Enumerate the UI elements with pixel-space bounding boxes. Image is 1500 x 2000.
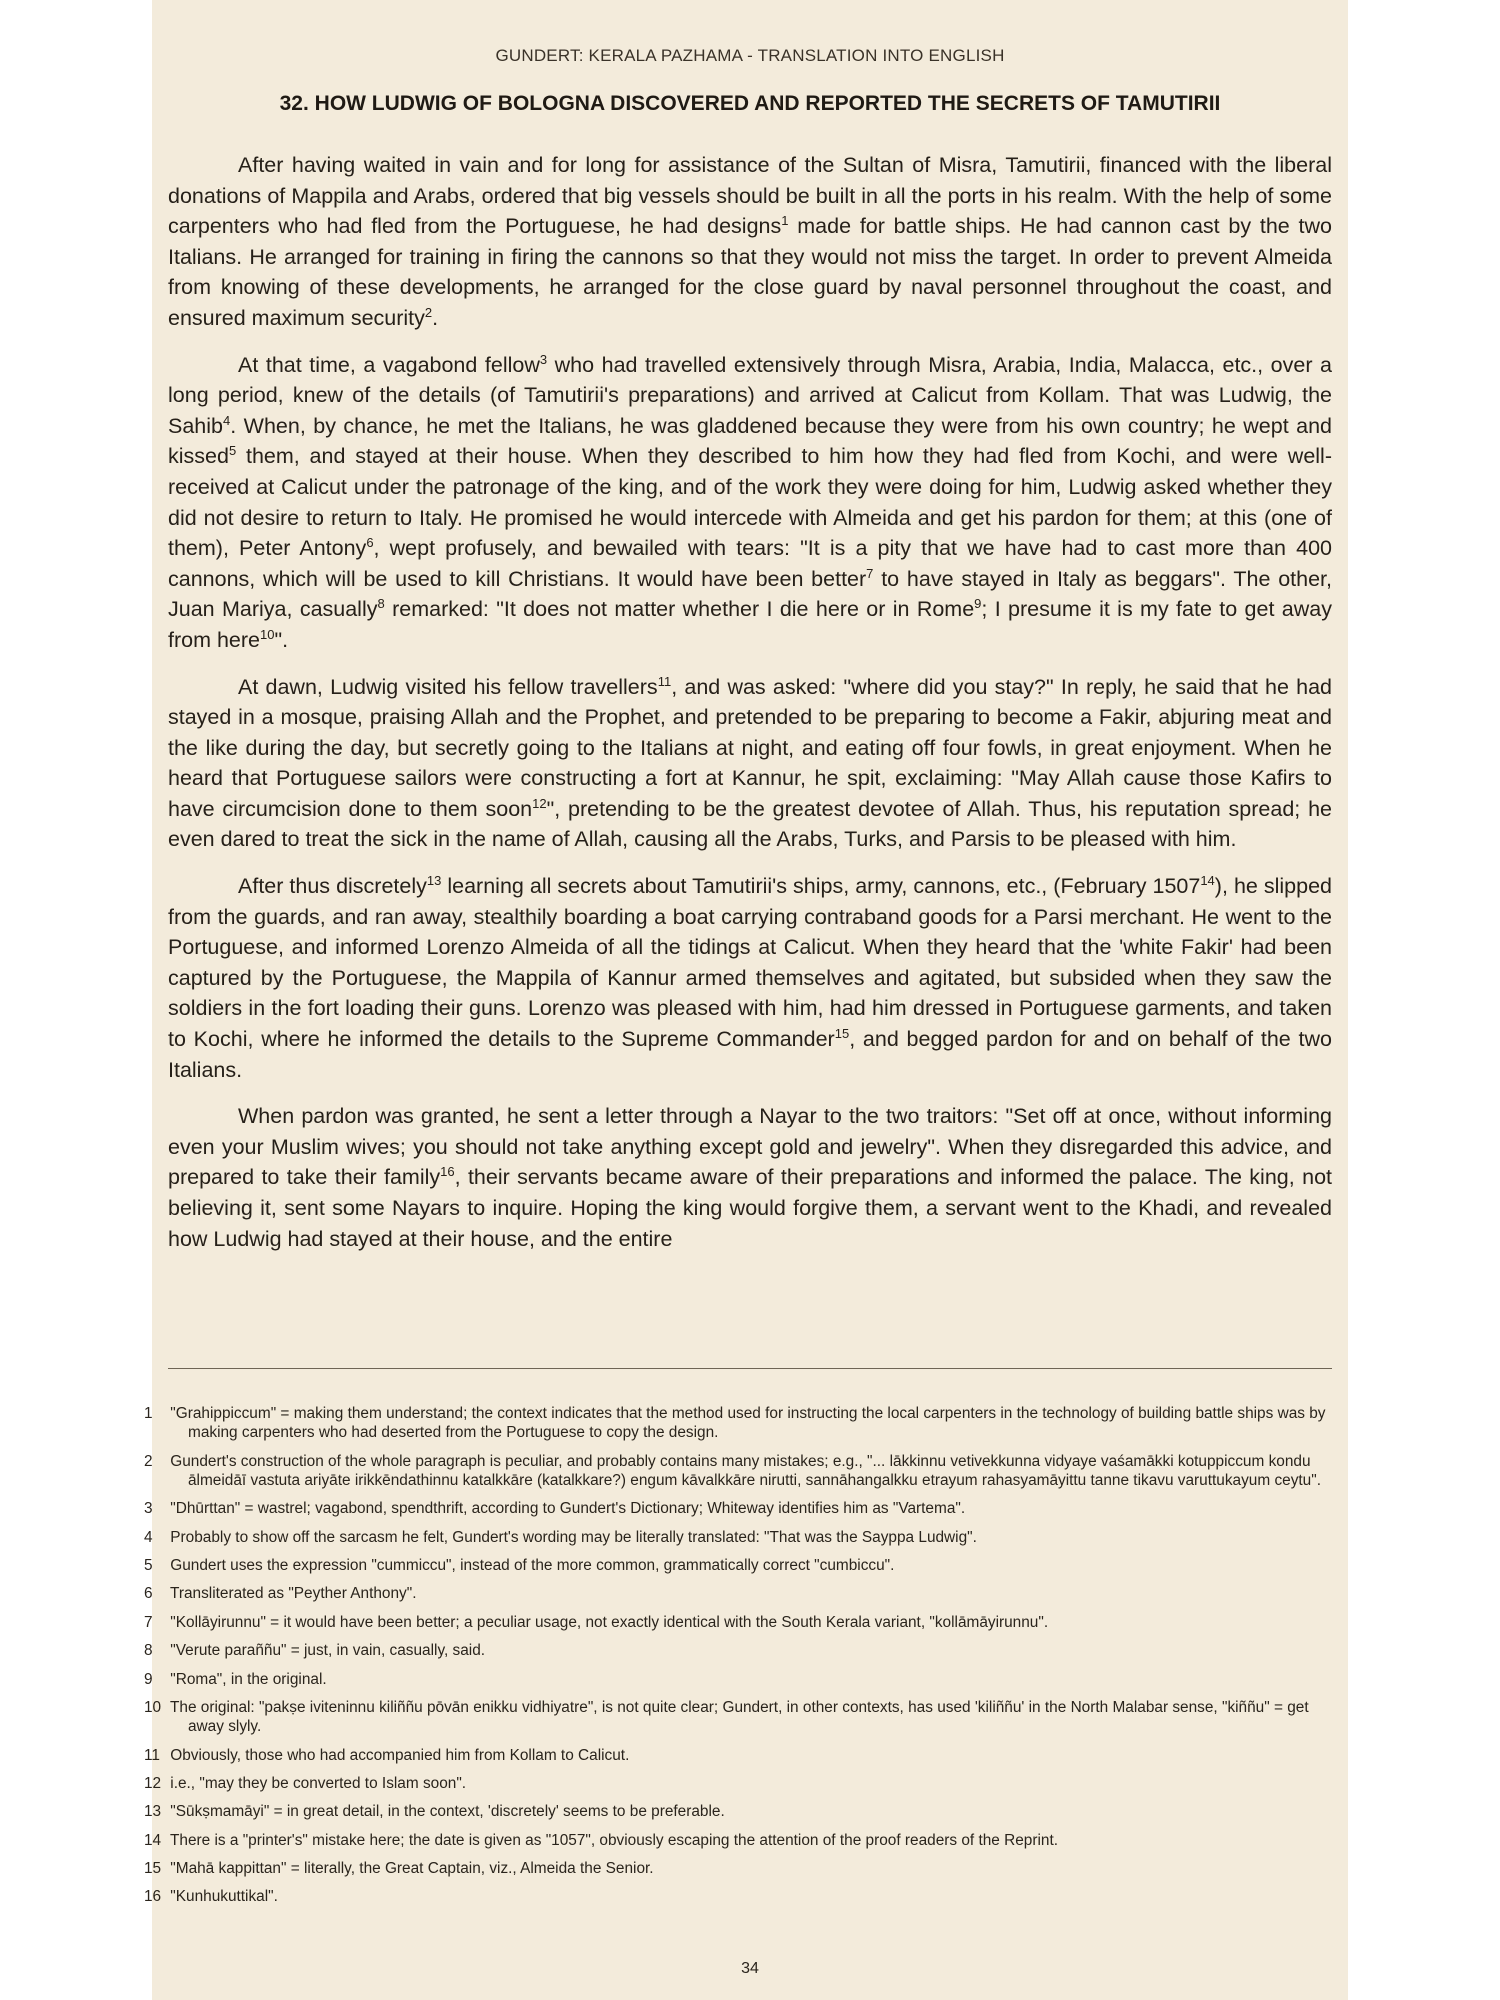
text-run: made for battle ships. He had cannon cast by the two Italians. He arranged for training in firing the cannons so that they would not miss the target. In order to prevent Almeida from knowing of these developments, he arranged for the close guard by naval personnel throughout the coast, and ensured maximum security: [168, 214, 1332, 330]
footnote: 13 "Sūkṣmamāyi" = in great detail, in the context, 'discretely' seems to be preferable.: [144, 1803, 725, 1821]
footnote-text: Gundert's construction of the whole paragraph is peculiar, and probably contains many mistakes; e.g., "... lākkinnu vetivekkunna vidyaye vaśamākki kotuppiccum kondu ālmeidāī vastuta ariyāte irikkēndathinnu katalkkāre (katalkkare?) engum kāvalkkāre nirutti, sannāhangalkku etrayum rahasyamāyittu tanne tikavu varuttukayum ceytu".: [170, 1452, 1321, 1489]
text-run: After thus discretely: [238, 874, 427, 899]
footnote-text: Probably to show off the sarcasm he felt, Gundert's wording may be literally translated: "That was the Sayppa Ludwig".: [170, 1528, 977, 1546]
footnote-text: Gundert uses the expression "cummiccu", instead of the more common, grammatically correct "cumbiccu".: [170, 1556, 895, 1574]
footnote-marker: 14: [1200, 872, 1215, 888]
footnote: 2 Gundert's construction of the whole paragraph is peculiar, and probably contains many mistakes; e.g., "... lākkinnu vetivekkunna vidyaye vaśamākki kotuppiccum kondu ālmeidāī vastuta ariyāte irikkēndathinnu katalkkāre (katalkkare?) engum kāvalkkāre nirutti, sannāhangalkku etrayum rahasyamāyittu tanne tikavu varuttukayum ceytu".: [144, 1452, 1321, 1489]
text-run: , and was asked: "where did you stay?" In reply, he said that he had stayed in a mosque, praising Allah and the Prophet, and pretended to be preparing to become a Fakir, abjuring meat and the like during the day, but secretly going to the Italians at night, and eating off four fowls, in great enjoyment. When he heard that Portuguese sailors were constructing a fort at Kannur, he spit, exclaiming: "May Allah cause those Kafirs to have circumcision done to them soon: [168, 674, 1332, 821]
text-run: them, and stayed at their house. When they described to him how they had fled from Kochi, and were well-received at Calicut under the patronage of the king, and of the work they were doing for him, Ludwig asked whether they did not desire to return to Italy. He promised he would intercede with Almeida and get his pardon for them; at this (one of them), Peter Antony: [168, 444, 1332, 561]
page-number: 34: [741, 1960, 759, 1977]
footnote-text: "Verute paraññu" = just, in vain, casually, said.: [170, 1642, 486, 1660]
footnote-text: "Mahā kappittan" = literally, the Great Captain, viz., Almeida the Senior.: [170, 1860, 654, 1878]
body-text: [168, 150, 1332, 1270]
footnote-marker: 15: [834, 1025, 850, 1041]
footnote-text: The original: "pakṣe iviteninnu kiliññu pōvān enikku vidhiyatre", is not quite clear; Gundert, in other contexts, has used 'kiliññu' in the North Malabar sense, "kiññu" = get away slyly.: [170, 1698, 1309, 1736]
footnote-text: "Dhūrttan" = wastrel; vagabond, spendthrift, according to Gundert's Dictionary; Whiteway identifies him as "Vartema".: [170, 1500, 966, 1518]
footnote-text: "Sūkṣmamāyi" = in great detail, in the context, 'discretely' seems to be preferable.: [170, 1803, 725, 1821]
footnote-marker: 3: [539, 351, 548, 367]
footnote-marker: 5: [228, 443, 237, 459]
footnote: 10 The original: "pakṣe iviteninnu kiliññu pōvān enikku vidhiyatre", is not quite clear; Gundert, in other contexts, has used 'kiliññu' in the North Malabar sense, "kiññu" = get away slyly.: [144, 1698, 1309, 1736]
footnote: 12 i.e., "may they be converted to Islam soon".: [144, 1774, 467, 1792]
text-run: ; I presume it is my fate to get away from here: [168, 597, 1332, 652]
footnote-text: "Kollāyirunnu" = it would have been better; a peculiar usage, not exactly identical with the South Kerala variant, "kollāmāyirunnu".: [170, 1613, 1049, 1631]
footnote-divider: [168, 1368, 1332, 1369]
footnote-marker: 7: [866, 565, 874, 581]
text-run: , and begged pardon for and on behalf of the two Italians.: [168, 1027, 1332, 1082]
book-page: [144, 0, 1348, 2000]
footnote-marker: 10: [260, 626, 275, 642]
footnote-text: Obviously, those who had accompanied him from Kollam to Calicut.: [170, 1746, 630, 1764]
footnote-text: "Kunhukuttikal".: [170, 1888, 278, 1906]
text-run: learning all secrets about Tamutirii's ships, army, cannons, etc., (February 1507: [441, 874, 1201, 899]
footnote: 6 Transliterated as "Peyther Anthony".: [144, 1585, 417, 1603]
text-run: After having waited in vain and for long for assistance of the Sultan of Misra, Tamutirii, financed with the liberal donations of Mappila and Arabs, ordered that big vessels should be built in all the ports in his realm. With the help of some carpenters who had fled from the Portuguese, he had designs: [168, 153, 1332, 239]
footnote-marker: 12: [532, 795, 547, 811]
footnote-marker: 9: [974, 596, 982, 612]
footnote: 7 "Kollāyirunnu" = it would have been better; a peculiar usage, not exactly identical with the South Kerala variant, "kollāmāyirunnu".: [144, 1613, 1049, 1631]
footnote: 1 "Grahippiccum" = making them understand; the context indicates that the method used for instructing the local carpenters in the technology of building battle ships was by making carpenters who had deserted from the Portuguese to copy the design.: [144, 1405, 1326, 1442]
text-run: , their servants became aware of their preparations and informed the palace. The king, not believing it, sent some Nayars to inquire. Hoping the king would forgive them, a servant went to the Khadi, and revealed how Ludwig had stayed at their house, and the entire: [168, 1165, 1332, 1251]
footnote: 14 There is a "printer's" mistake here; the date is given as "1057", obviously escaping the attention of the proof readers of the Reprint.: [144, 1831, 1059, 1849]
body-paragraph: [168, 1101, 1332, 1254]
body-paragraph: [168, 150, 1332, 334]
footnote-marker: 11: [657, 673, 672, 689]
footnote-text: There is a "printer's" mistake here; the date is given as "1057", obviously escaping the attention of the proof readers of the Reprint.: [170, 1831, 1059, 1849]
footnote: 8 "Verute paraññu" = just, in vain, casually, said.: [144, 1642, 486, 1660]
footnote: 16 "Kunhukuttikal".: [144, 1888, 278, 1906]
footnote-marker: 8: [377, 596, 385, 612]
footnote: 11 Obviously, those who had accompanied him from Kollam to Calicut.: [144, 1746, 630, 1764]
footnote-text: "Roma", in the original.: [170, 1670, 327, 1688]
footnote: 5 Gundert uses the expression "cummiccu", instead of the more common, grammatically correct "cumbiccu".: [144, 1556, 895, 1574]
footnote-text: "Grahippiccum" = making them understand; the context indicates that the method used for instructing the local carpenters in the technology of building battle ships was by making carpenters who had deserted from the Portuguese to copy the design.: [170, 1405, 1326, 1442]
text-run: When pardon was granted, he sent a letter through a Nayar to the two traitors: "Set off at once, without informing even your Muslim wives; you should not take anything except gold and jewelry". When they disregarded this advice, and prepared to take their family: [168, 1104, 1332, 1190]
text-run: At that time, a vagabond fellow: [238, 352, 540, 377]
text-run: remarked: "It does not matter whether I die here or in Rome: [384, 597, 975, 622]
footnote-marker: 4: [223, 412, 231, 428]
body-paragraph: [168, 350, 1332, 656]
footnote-marker: 1: [781, 213, 789, 229]
footnote-marker: 13: [426, 872, 442, 888]
footnote-marker: 2: [424, 304, 433, 320]
footnote-marker: 16: [440, 1164, 455, 1180]
text-run: . When, by chance, he met the Italians, he was gladdened because they were from his own country; he wept and kissed: [168, 413, 1332, 469]
text-run: At dawn, Ludwig visited his fellow travellers: [238, 674, 658, 699]
footnotes: [144, 1404, 1332, 1916]
text-run: , wept profusely, and bewailed with tears: "It is a pity that we have had to cast more than 400 cannons, which will be used to kill Christians. It would have been better: [168, 536, 1332, 591]
body-paragraph: [168, 871, 1332, 1085]
text-run: ".: [274, 627, 289, 652]
footnote: 9 "Roma", in the original.: [144, 1670, 327, 1688]
footnote: 4 Probably to show off the sarcasm he felt, Gundert's wording may be literally translated: "That was the Sayppa Ludwig".: [144, 1528, 977, 1546]
text-run: ", pretending to be the greatest devotee of Allah. Thus, his reputation spread; he even dared to treat the sick in the name of Allah, causing all the Arabs, Turks, and Parsis to be pleased with him.: [168, 796, 1332, 852]
text-run: .: [432, 305, 439, 330]
footnote-text: i.e., "may they be converted to Islam soon".: [170, 1774, 467, 1792]
footnote: 3 "Dhūrttan" = wastrel; vagabond, spendthrift, according to Gundert's Dictionary; Whiteway identifies him as "Vartema".: [144, 1500, 966, 1518]
chapter-title: 32. HOW LUDWIG OF BOLOGNA DISCOVERED AND REPORTED THE SECRETS OF TAMUTIRII: [279, 92, 1221, 115]
text-run: ), he slipped from the guards, and ran away, stealthily boarding a boat carrying contraband goods for a Parsi merchant. He went to the Portuguese, and informed Lorenzo Almeida of all the tidings at Calicut. When they heard that the 'white Fakir' had been captured by the Portuguese, the Mappila of Kannur armed themselves and agitated, but subsided when they saw the soldiers in the fort loading their guns. Lorenzo was pleased with him, had him dressed in Portuguese garments, and taken to Kochi, where he informed the details to the Supreme Commander: [168, 874, 1333, 1052]
text-run: who had travelled extensively through Misra, Arabia, India, Malacca, etc., over a long period, knew of the details (of Tamutirii's preparations) and arrived at Calicut from Kollam. That was Ludwig, the Sahib: [168, 352, 1332, 438]
running-head: GUNDERT: KERALA PAZHAMA - TRANSLATION INTO ENGLISH: [495, 46, 1005, 65]
text-run: to have stayed in Italy as beggars". The other, Juan Mariya, casually: [168, 566, 1332, 622]
footnote: 15 "Mahā kappittan" = literally, the Great Captain, viz., Almeida the Senior.: [144, 1860, 654, 1878]
footnote-marker: 6: [366, 534, 374, 550]
body-paragraph: [168, 672, 1332, 856]
footnote-text: Transliterated as "Peyther Anthony".: [170, 1585, 417, 1603]
